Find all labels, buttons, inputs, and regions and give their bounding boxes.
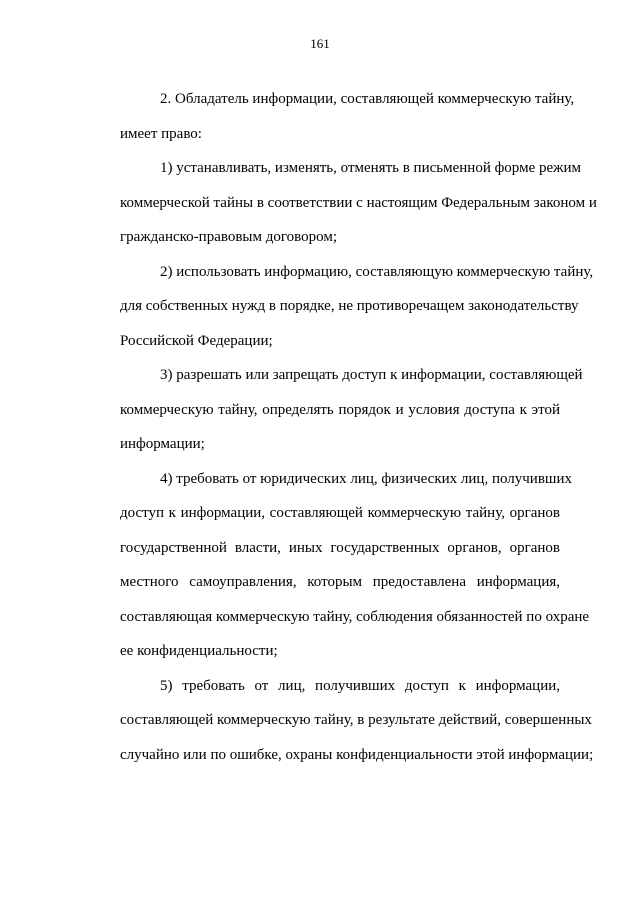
paragraph-2-intro [80, 82, 575, 151]
text-line: Российской Федерации; [120, 332, 273, 349]
list-item-3 [80, 358, 583, 462]
text-line: 5) требовать от лиц, получивших доступ к информации, [160, 677, 560, 694]
text-line: доступ к информации, составляющей коммерческую тайну, органов [120, 505, 560, 521]
text-line: 4) требовать от юридических лиц, физических лиц, получивших [160, 470, 572, 487]
text-line: 2. Обладатель информации, составляющей коммерческую тайну, [160, 91, 575, 107]
body-text [80, 82, 597, 772]
list-item-2 [80, 255, 594, 359]
text-line: составляющей коммерческую тайну, в результате действий, совершенных [120, 712, 592, 728]
text-line: местного самоуправления, которым предоставлена информация, [120, 574, 560, 590]
text-line: государственной власти, иных государственных органов, органов [120, 539, 560, 556]
text-line: ее конфиденциальности; [120, 643, 278, 659]
text-line: случайно или по ошибке, охраны конфиденциальности этой информации; [120, 746, 594, 763]
text-line: информации; [120, 436, 205, 452]
text-line: 2) использовать информацию, составляющую коммерческую тайну, [160, 263, 594, 280]
list-item-1 [80, 151, 597, 255]
text-line: 3) разрешать или запрещать доступ к информации, составляющей [160, 367, 583, 383]
text-line: коммерческой тайны в соответствии с настоящим Федеральным законом и [120, 194, 597, 211]
text-line: гражданско-правовым договором; [120, 229, 338, 245]
text-line: коммерческую тайну, определять порядок и условия доступа к этой [120, 401, 560, 418]
list-item-4 [80, 462, 590, 669]
page-number: 161 [310, 36, 330, 51]
text-line: составляющая коммерческую тайну, соблюдения обязанностей по охране [120, 608, 590, 625]
text-line: имеет право: [120, 125, 202, 142]
text-line: 1) устанавливать, изменять, отменять в письменной форме режим [160, 160, 582, 176]
text-line: для собственных нужд в порядке, не противоречащем законодательству [120, 298, 579, 314]
list-item-5 [80, 669, 594, 773]
